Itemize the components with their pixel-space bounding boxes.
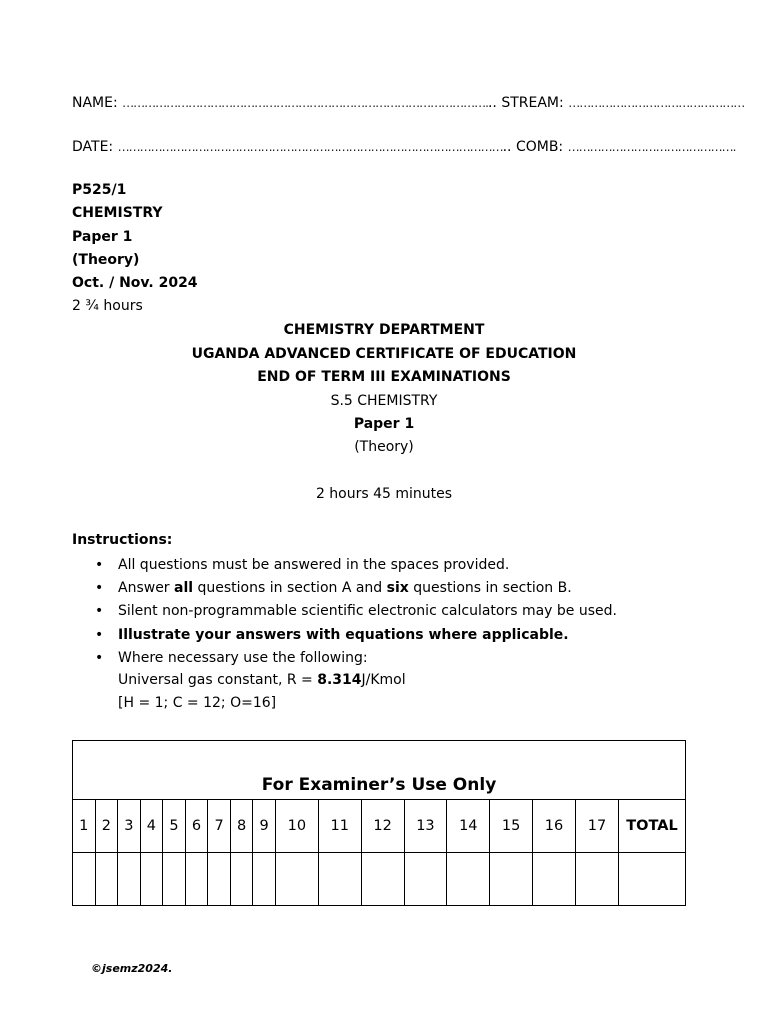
- score-cell: [185, 853, 208, 906]
- date-dots: ……………………………………………………………………………………………: [117, 140, 503, 154]
- score-cell: [533, 853, 576, 906]
- exam-title: END OF TERM III EXAMINATIONS: [257, 369, 511, 385]
- comb-dots: ……………………………………….: [567, 140, 736, 154]
- bullet-icon: •: [95, 557, 104, 573]
- instruction-item: • Where necessary use the following:: [72, 647, 617, 670]
- instruction-item: • Answer all questions in section A and six questions in section B.: [72, 577, 617, 600]
- stream-label: .. STREAM:: [487, 95, 564, 111]
- question-number-cell: 9: [253, 800, 276, 853]
- total-header: TOTAL: [619, 800, 686, 853]
- paper-code: P525/1: [72, 182, 127, 198]
- time-title: 2 hours 45 minutes: [315, 486, 453, 502]
- instruction-item: • All questions must be answered in the spaces provided.: [72, 554, 617, 577]
- copyright: ©jsemz2024.: [91, 962, 173, 975]
- question-number-cell: 2: [95, 800, 118, 853]
- score-cell: [230, 853, 253, 906]
- certificate-title: UGANDA ADVANCED CERTIFICATE OF EDUCATION: [191, 346, 577, 362]
- score-row: [73, 853, 686, 906]
- question-number-cell: 4: [140, 800, 163, 853]
- score-cell: [253, 853, 276, 906]
- question-number-cell: 13: [404, 800, 447, 853]
- score-cell: [73, 853, 96, 906]
- name-line: [72, 95, 744, 111]
- atomic-masses: [H = 1; C = 12; O=16]: [118, 695, 277, 711]
- score-cell: [490, 853, 533, 906]
- date-label: DATE:: [72, 139, 114, 155]
- question-number-cell: 10: [275, 800, 318, 853]
- name-label: NAME:: [72, 95, 118, 111]
- score-cell: [575, 853, 618, 906]
- subject: CHEMISTRY: [72, 205, 163, 221]
- paper-number: Paper 1: [72, 229, 133, 245]
- question-number-cell: 16: [533, 800, 576, 853]
- score-cell: [318, 853, 361, 906]
- examiner-table: [72, 740, 686, 906]
- score-cell: [208, 853, 231, 906]
- question-number-cell: 5: [163, 800, 186, 853]
- score-cell: [118, 853, 141, 906]
- paper-title: Paper 1: [353, 416, 415, 432]
- total-score-cell: [619, 853, 686, 906]
- comb-label: .. COMB:: [502, 139, 564, 155]
- question-number-cell: 15: [490, 800, 533, 853]
- score-cell: [447, 853, 490, 906]
- instruction-item: • Silent non-programmable scientific electronic calculators may be used.: [72, 600, 617, 623]
- bullet-icon: •: [95, 580, 104, 597]
- paper-type: (Theory): [72, 252, 140, 268]
- question-number-cell: 3: [118, 800, 141, 853]
- examiner-table-title: For Examiner’s Use Only: [73, 741, 686, 800]
- score-cell: [275, 853, 318, 906]
- gas-constant: Universal gas constant, R = 8.314J/Kmol: [118, 672, 406, 688]
- score-cell: [95, 853, 118, 906]
- score-cell: [404, 853, 447, 906]
- question-number-cell: 17: [575, 800, 618, 853]
- exam-month: Oct. / Nov. 2024: [72, 275, 198, 291]
- type-title: (Theory): [354, 439, 414, 455]
- stream-dots: …………………………………………: [568, 96, 745, 110]
- instructions-heading: Instructions:: [72, 532, 173, 548]
- bullet-icon: •: [95, 626, 104, 643]
- date-line: [72, 139, 735, 155]
- question-number-row: [73, 800, 686, 853]
- bullet-icon: •: [95, 603, 104, 620]
- question-number-cell: 8: [230, 800, 253, 853]
- question-number-cell: 14: [447, 800, 490, 853]
- department-title: CHEMISTRY DEPARTMENT: [283, 322, 485, 338]
- question-number-cell: 6: [185, 800, 208, 853]
- bullet-icon: •: [95, 649, 104, 666]
- duration: 2 ¾ hours: [72, 298, 143, 314]
- instruction-item: • Illustrate your answers with equations where applicable.: [72, 624, 617, 647]
- question-number-cell: 1: [73, 800, 96, 853]
- score-cell: [361, 853, 404, 906]
- question-number-cell: 12: [361, 800, 404, 853]
- instructions-list: [72, 554, 617, 670]
- class-title: S.5 CHEMISTRY: [330, 393, 438, 409]
- score-cell: [163, 853, 186, 906]
- score-cell: [140, 853, 163, 906]
- question-number-cell: 11: [318, 800, 361, 853]
- question-number-cell: 7: [208, 800, 231, 853]
- name-dots: ……………………………………………………………………………………….: [122, 96, 488, 110]
